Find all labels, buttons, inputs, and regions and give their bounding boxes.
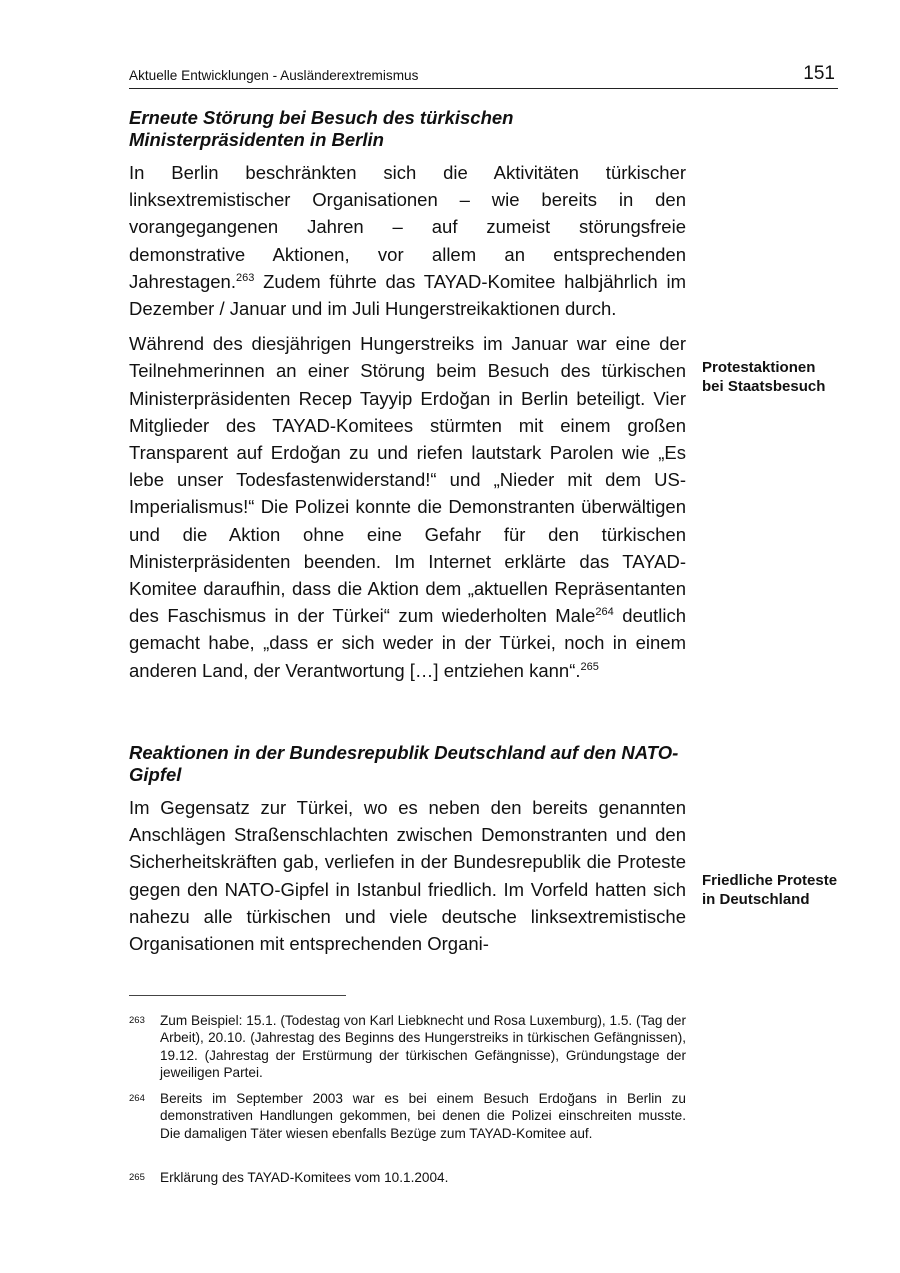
margin-note-state-visit: Protestaktionen bei Staatsbesuch	[702, 359, 826, 395]
footnote-text: Bereits im September 2003 war es bei einem Besuch Erdoğans in Berlin zu demonstrativen Handlungen gekommen, bei denen die Polizei einschreiten musste. Die damaligen Täter wiesen ebenfalls Bezüge zum TAYAD-Komitee auf.	[160, 1091, 686, 1141]
paragraph-nato-protests: Im Gegensatz zur Türkei, wo es neben den bereits genannten Anschlägen Straßenschlachten zwischen Demonstranten und den Sicherheitskräften gab, verliefen in der Bundesrepublik die Proteste gegen den NATO-Gipfel in Istanbul friedlich. Im Vorfeld hatten sich nahezu alle türkischen und viele deutsche linksextremistische Organisationen mit entsprechenden Organi-	[129, 797, 686, 955]
footnote-ref-265[interactable]: 265	[580, 660, 599, 673]
margin-note-peaceful-protests: Friedliche Proteste in Deutschland	[702, 872, 838, 908]
footnote-ref-264[interactable]: 264	[595, 606, 614, 619]
paragraph-hunger-strike	[129, 330, 686, 684]
paragraph-text: Zudem führte das TAYAD-Komitee halbjährlich im Dezember / Januar und im Juli Hungerstreikaktionen durch.	[129, 270, 686, 320]
page-number: 151	[803, 63, 835, 84]
footnote-number: 263	[129, 1015, 145, 1026]
paragraph-text: deutlich gemacht habe, „dass er sich weder in der Türkei, noch in einem anderen Land, der Verantwortung […] entziehen kann“.	[129, 605, 687, 681]
section-heading-state-visit: Erneute Störung bei Besuch des türkischen Ministerpräsidenten in Berlin	[129, 107, 514, 150]
footnote-number: 265	[129, 1172, 145, 1183]
footnote-text: Erklärung des TAYAD-Komitees vom 10.1.2004.	[160, 1170, 449, 1185]
footnote-263	[129, 1012, 686, 1081]
footnote-265	[129, 1169, 686, 1186]
footnote-number: 264	[129, 1093, 145, 1104]
running-header	[129, 62, 838, 89]
paragraph-text: Während des diesjährigen Hungerstreiks im Januar war eine der Teilnehmerinnen an einer Störung beim Besuch des türkischen Ministerpräsidenten Recep Tayyip Erdoğan in Berlin beteiligt. Vier Mitglieder des TAYAD-Komitees stürmten mit einem großen Transparent auf Erdoğan zu und riefen lautstark Parolen wie „Es lebe unser Todesfastenwiderstand!“ und „Nieder mit dem US-Imperialismus!“ Die Polizei konnte die Demonstranten überwältigen und die Aktion ohne eine Gefahr für den türkischen Ministerpräsidenten beenden. Im Internet erklärte das TAYAD-Komitee daraufhin, dass die Aktion dem „aktuellen Repräsentanten des Faschismus in der Türkei“ zum wiederholten Male	[129, 333, 686, 627]
section-nato-summit	[129, 742, 686, 957]
footnote-text: Zum Beispiel: 15.1. (Todestag von Karl Liebknecht und Rosa Luxemburg), 1.5. (Tag der Arbeit), 20.10. (Jahrestag des Beginns des Hungerstreiks in türkischen Gefängnissen), 19.12. (Jahrestag der Erstürmung der türkischen Gefängnisse), Gründungstage der jeweiligen Partei.	[160, 1013, 686, 1080]
header-title: Aktuelle Entwicklungen - Ausländerextremismus	[129, 68, 419, 83]
footnote-ref-263[interactable]: 263	[235, 271, 255, 284]
section-state-visit	[129, 107, 686, 684]
section-heading-nato-summit: Reaktionen in der Bundesrepublik Deutschland auf den NATO-Gipfel	[129, 742, 679, 785]
footnote-264	[129, 1090, 686, 1142]
paragraph-berlin-activities	[129, 159, 686, 322]
paragraph-text: In Berlin beschränkten sich die Aktivitäten türkischer linksextremistischer Organisationen – wie bereits in den vorangegangenen Jahren – auf zumeist störungsfreie demonstrative Aktionen, vor allem an entsprechenden Jahrestagen.	[129, 162, 686, 292]
footnote-divider	[129, 995, 346, 996]
